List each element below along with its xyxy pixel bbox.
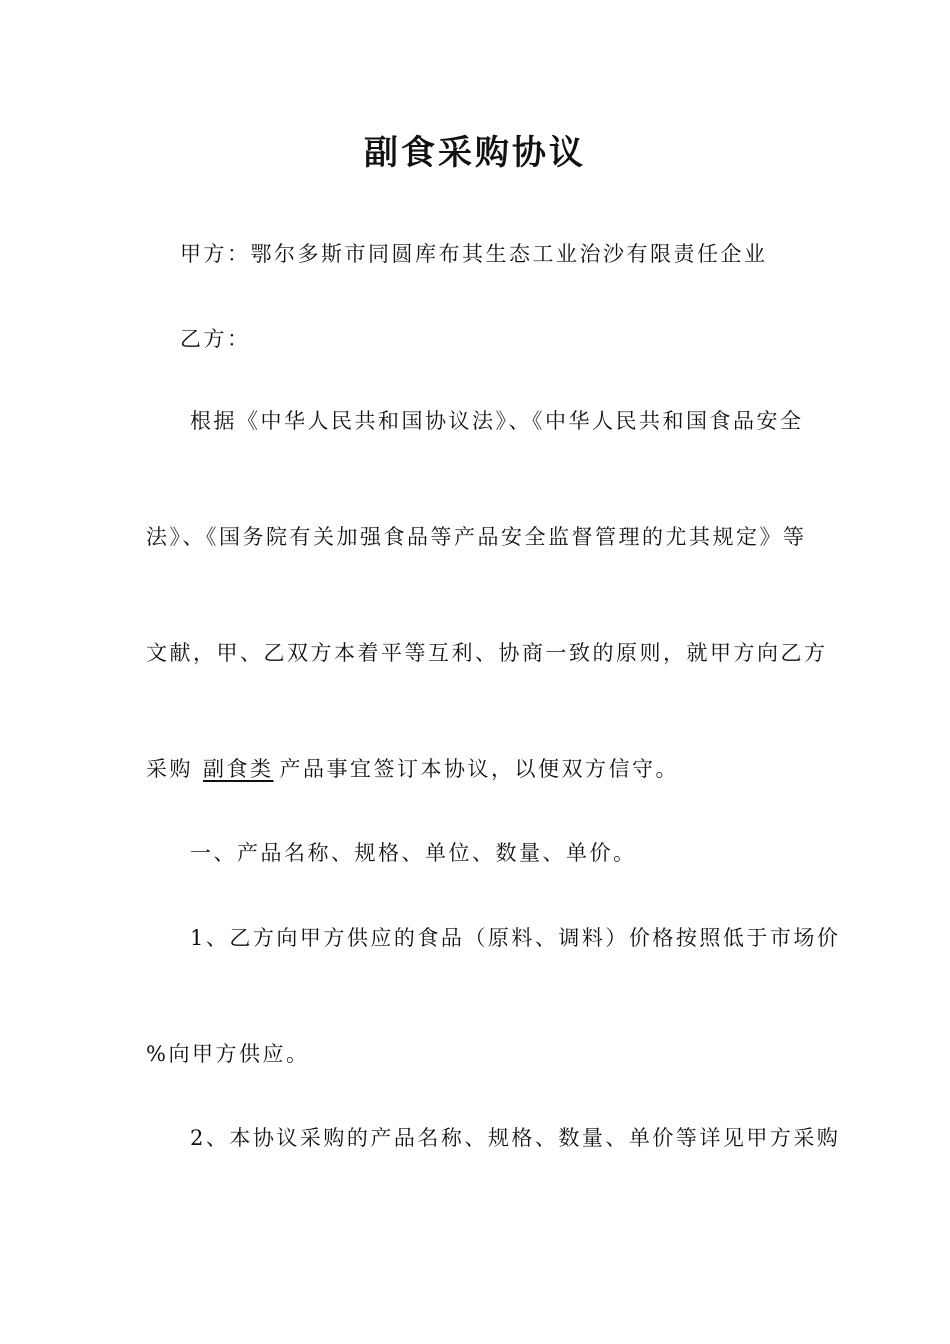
- clause-2-line-1: 2、本协议采购的产品名称、规格、数量、单价等详见甲方采购: [190, 1126, 841, 1150]
- product-category-underlined: 副食类: [203, 757, 274, 781]
- basis-paragraph-line-2: 法》、《国务院有关加强食品等产品安全监督管理的尤其规定》等: [146, 525, 807, 549]
- document-title: 副食采购协议: [364, 133, 586, 173]
- basis-paragraph-line-3: 文献，甲、乙双方本着平等互利、协商一致的原则，就甲方向乙方: [146, 641, 828, 665]
- clause-1-line-1: 1、乙方向甲方供应的食品（原料、调料）价格按照低于市场价: [190, 926, 841, 950]
- basis-paragraph-line-4: [146, 754, 679, 784]
- basis-line-4-prefix: 采购: [146, 757, 193, 781]
- section-1-heading: 一、产品名称、规格、单位、数量、单价。: [190, 841, 637, 865]
- basis-paragraph-line-1: 根据《中华人民共和国协议法》、《中华人民共和国食品安全: [190, 409, 804, 433]
- clause-1-line-2: %向甲方供应。: [146, 1042, 310, 1066]
- party-b-line: 乙方：: [180, 327, 251, 351]
- party-a-line: 甲方：鄂尔多斯市同圆库布其生态工业治沙有限责任企业: [180, 242, 768, 266]
- basis-line-4-suffix: 产品事宜签订本协议，以便双方信守。: [279, 757, 679, 781]
